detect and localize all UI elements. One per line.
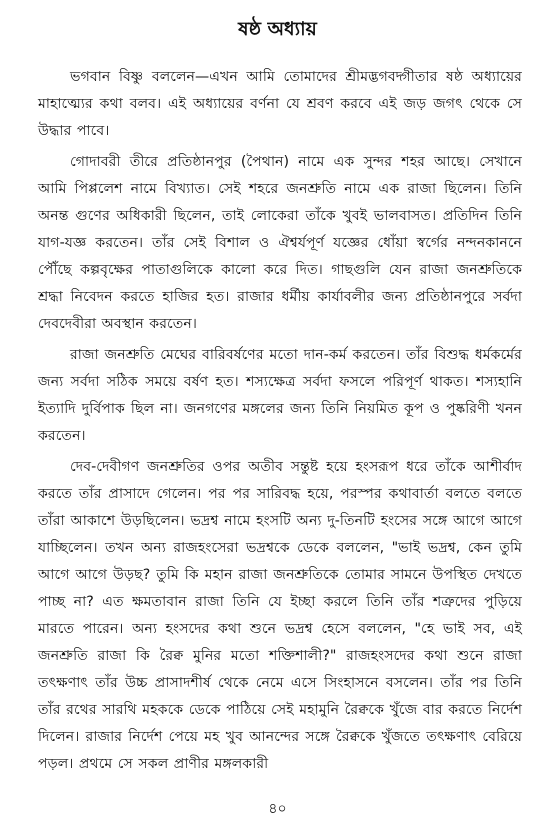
chapter-body [38, 64, 522, 782]
paragraph: রাজা জনশ্রুতি মেঘের বারিবর্ষণের মতো দান-কর্ম করতেন। তাঁর বিশুদ্ধ ধর্মকর্মের জন্য সর্বদা সঠিক সময়ে বর্ষণ হত। শস্যক্ষেত্র সর্বদা ফসলে পরিপূর্ণ থাকত। শস্যহানি ইত্যাদি দুর্বিপাক ছিল না। জনগণের মঙ্গলের জন্য তিনি নিয়মিত কূপ ও পুষ্করিণী খনন করতেন। [38, 347, 522, 444]
page-number: ৪০ [268, 801, 287, 817]
paragraph: দেব-দেবীগণ জনশ্রুতির ওপর অতীব সন্তুষ্ট হয়ে হংসরূপ ধরে তাঁকে আশীর্বাদ করতে তাঁর প্রাসাদে গেলেন। পর পর সারিবদ্ধ হয়ে, পরস্পর কথাবার্তা বলতে বলতে তাঁরা আকাশে উড়ছিলেন। ভদ্রশ্ব নামে হংসটি অন্য দু-তিনটি হংসের সঙ্গে আগে আগে যাচ্ছিলেন। তখন অন্য রাজহংসেরা ভদ্রশ্বকে ডেকে বললেন, "ভাই ভদ্রশ্ব, কেন তুমি আগে আগে উড়ছ? তুমি কি মহান রাজা জনশ্রুতিকে তোমার সামনে উপস্থিত দেখতে পাচ্ছ না? এত ক্ষমতাবান রাজা তিনি যে ইচ্ছা করলে তিনি তাঁর শত্রুদের পুড়িয়ে মারতে পারেন। অন্য হংসদের কথা শুনে ভদ্রশ্ব হেসে বললেন, "হে ভাই সব, এই জনশ্রুতি রাজা কি রৈক্ব মুনির মতো শক্তিশালী?" রাজহংসদের কথা শুনে রাজা তৎক্ষণাৎ তাঁর উচ্চ প্রাসাদশীর্ষ থেকে নেমে এসে সিংহাসনে বসলেন। তাঁর পর তিনি তাঁর রথের সারথি মহককে ডেকে পাঠিয়ে সেই মহামুনি রৈক্বকে খুঁজে বার করতে নির্দেশ দিলেন। রাজার নির্দেশ পেয়ে মহ খুব আনন্দের সঙ্গে রৈক্বকে খুঁজতে তৎক্ষণাৎ বেরিয়ে পড়ল। প্রথমে সে সকল প্রাণীর মঙ্গলকারী [38, 459, 522, 772]
paragraph: গোদাবরী তীরে প্রতিষ্ঠানপুর (পৈথান) নামে এক সুন্দর শহর আছে। সেখানে আমি পিপ্পলেশ নামে বিখ্যাত। সেই শহরে জনশ্রুতি নামে এক রাজা ছিলেন। তিনি অনন্ত গুণের অধিকারী ছিলেন, তাই লোকেরা তাঁকে খুবই ভালবাসত। প্রতিদিন তিনি যাগ-যজ্ঞ করতেন। তাঁর সেই বিশাল ও ঐশ্বর্যপূর্ণ যজ্ঞের ধোঁয়া স্বর্গের নন্দনকাননে পৌঁছে কল্পবৃক্ষের পাতাগুলিকে কালো করে দিত। গাছগুলি যেন রাজা জনশ্রুতিকে শ্রদ্ধা নিবেদন করতে হাজির হত। রাজার ধর্মীয় কার্যাবলীর জন্য প্রতিষ্ঠানপুরে সর্বদা দেবদেবীরা অবস্থান করতেন। [38, 154, 522, 332]
chapter-title: ষষ্ঠ অধ্যায় [238, 18, 317, 40]
paragraph: ভগবান বিষ্ণু বললেন—এখন আমি তোমাদের শ্রীমদ্ভগবদ্গীতার ষষ্ঠ অধ্যায়ের মাহাত্ম্যের কথা বলব। এই অধ্যায়ের বর্ণনা যে শ্রবণ করবে এই জড় জগৎ থেকে সে উদ্ধার পাবে। [38, 69, 522, 139]
